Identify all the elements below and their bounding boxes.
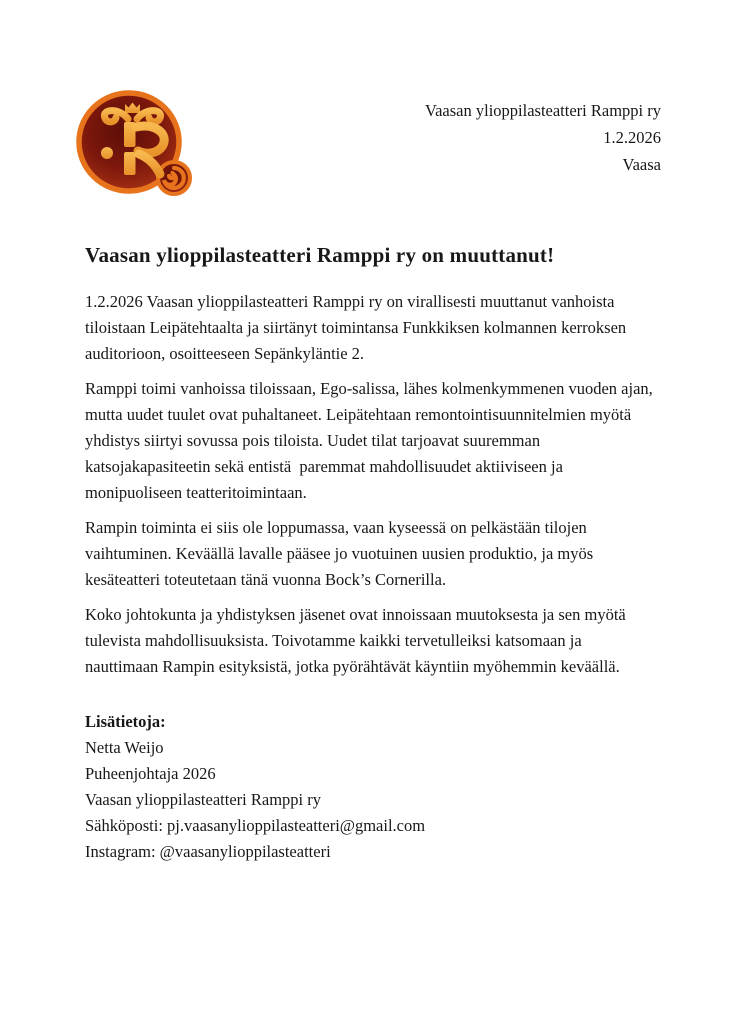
letterhead <box>425 97 661 178</box>
paragraph-2 <box>85 376 665 506</box>
contact-instagram: Instagram: @vaasanylioppilasteatteri <box>85 842 331 861</box>
text-line: auditorioon, osoitteeseen Sepänkyläntie 2. <box>85 344 365 363</box>
text-line: Ramppi toimi vanhoissa tiloissaan, Ego-salissa, lähes kolmenkymmenen vuoden ajan, <box>85 379 653 398</box>
paragraph-4 <box>85 602 665 680</box>
page-title: Vaasan ylioppilasteatteri Ramppi ry on muuttanut! <box>85 243 555 267</box>
text-line: yhdistys siirtyi sovussa pois tiloista. Uudet tilat tarjoavat suuremman <box>85 431 541 450</box>
contact-info <box>85 709 665 865</box>
paragraph-1 <box>85 289 665 367</box>
ramppi-logo-icon <box>73 87 195 201</box>
text-line: kesäteatteri toteutetaan tänä vuonna Bock’s Cornerilla. <box>85 570 447 589</box>
contact-role: Puheenjohtaja 2026 <box>85 764 216 783</box>
text-line: tiloistaan Leipätehtaalta ja siirtänyt toimintansa Funkkiksen kolmannen kerroksen <box>85 318 627 337</box>
text-line: Rampin toiminta ei siis ole loppumassa, vaan kyseessä on pelkästään tilojen <box>85 518 587 537</box>
text-line: Koko johtokunta ja yhdistyksen jäsenet ovat innoissaan muutoksesta ja sen myötä <box>85 605 626 624</box>
contact-email: Sähköposti: pj.vaasanylioppilasteatteri@gmail.com <box>85 816 426 835</box>
letterhead-city: Vaasa <box>622 155 661 174</box>
document-body <box>85 241 665 865</box>
text-line: monipuoliseen teatteritoimintaan. <box>85 483 307 502</box>
contact-org: Vaasan ylioppilasteatteri Ramppi ry <box>85 790 321 809</box>
paragraph-3 <box>85 515 665 593</box>
text-line: mutta uudet tuulet ovat puhaltaneet. Leipätehtaan remontointisuunnitelmien myötä <box>85 405 632 424</box>
text-line: tulevista mahdollisuuksista. Toivotamme kaikki tervetulleiksi katsomaan ja <box>85 631 582 650</box>
contact-heading: Lisätietoja: <box>85 712 166 731</box>
text-line: vaihtuminen. Keväällä lavalle pääsee jo vuotuinen uusien produktio, ja myös <box>85 544 594 563</box>
text-line: katsojakapasiteetin sekä entistä paremmat mahdollisuudet aktiiviseen ja <box>85 457 563 476</box>
text-line: 1.2.2026 Vaasan ylioppilasteatteri Ramppi ry on virallisesti muuttanut vanhoista <box>85 292 615 311</box>
text-line: nauttimaan Rampin esityksistä, jotka pyörähtävät käyntiin myöhemmin keväällä. <box>85 657 620 676</box>
contact-person: Netta Weijo <box>85 738 164 757</box>
letterhead-date: 1.2.2026 <box>603 128 661 147</box>
letterhead-org: Vaasan ylioppilasteatteri Ramppi ry <box>425 101 661 120</box>
